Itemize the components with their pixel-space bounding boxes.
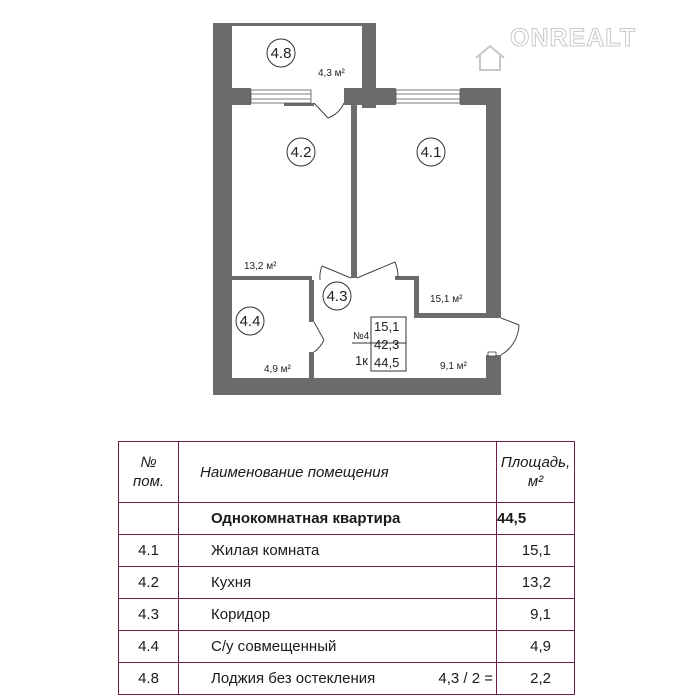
row-number: 4.2 <box>119 567 179 599</box>
row-calc: 4,3 / 2 = <box>438 670 493 687</box>
row-area: 9,1 <box>497 599 575 631</box>
table-header-row <box>119 442 575 503</box>
table-total-row <box>119 503 575 535</box>
room-label-4-1: 4.1 <box>420 144 442 161</box>
row-name-cell <box>179 663 497 695</box>
apartment-rooms: 1к <box>355 353 368 368</box>
table-row <box>119 631 575 663</box>
header-number-label: пом. <box>132 473 165 490</box>
room-label-4-4: 4.4 <box>239 313 261 330</box>
table-row <box>119 663 575 695</box>
table-row <box>119 599 575 631</box>
apartment-total-area: 44,5 <box>374 355 400 370</box>
room-label-4-2: 4.2 <box>290 144 312 161</box>
row-number: 4.8 <box>119 663 179 695</box>
row-number: 4.1 <box>119 535 179 567</box>
table-row <box>119 567 575 599</box>
header-number-symbol: № <box>140 454 157 471</box>
room-area-4-2: 13,2 м² <box>244 261 277 272</box>
header-area <box>497 442 575 503</box>
table-row <box>119 535 575 567</box>
total-name: Однокомнатная квартира <box>179 503 497 535</box>
row-name: Лоджия без остекления <box>211 670 376 687</box>
room-label-4-3: 4.3 <box>326 288 348 305</box>
row-number: 4.4 <box>119 631 179 663</box>
apartment-living-area: 15,1 <box>374 319 400 334</box>
row-name: Жилая комната <box>179 535 497 567</box>
room-area-4-4: 4,9 м² <box>264 364 291 375</box>
row-area: 13,2 <box>497 567 575 599</box>
room-area-4-3: 9,1 м² <box>440 361 467 372</box>
watermark-brand: ONREALT <box>510 24 636 52</box>
header-area-label: Площадь, <box>500 454 571 471</box>
watermark-logo <box>476 24 636 70</box>
row-area: 2,2 <box>497 663 575 695</box>
row-name-split <box>211 670 496 687</box>
room-area-4-8: 4,3 м² <box>318 68 345 79</box>
apartment-usable-area: 42,3 <box>374 337 400 352</box>
room-area-4-1: 15,1 м² <box>430 294 463 305</box>
apartment-info-box <box>352 317 406 371</box>
house-icon <box>476 46 504 70</box>
header-area-unit: м² <box>527 473 544 490</box>
header-name: Наименование помещения <box>179 442 497 503</box>
row-name: Коридор <box>179 599 497 631</box>
total-area: 44,5 <box>497 503 575 535</box>
total-number-cell <box>119 503 179 535</box>
row-number: 4.3 <box>119 599 179 631</box>
apartment-number: №4 <box>353 331 370 342</box>
row-area: 15,1 <box>497 535 575 567</box>
row-area: 4,9 <box>497 631 575 663</box>
row-name: С/у совмещенный <box>179 631 497 663</box>
header-number <box>119 442 179 503</box>
row-name: Кухня <box>179 567 497 599</box>
room-area-table <box>118 441 575 695</box>
room-label-4-8: 4.8 <box>270 45 292 62</box>
